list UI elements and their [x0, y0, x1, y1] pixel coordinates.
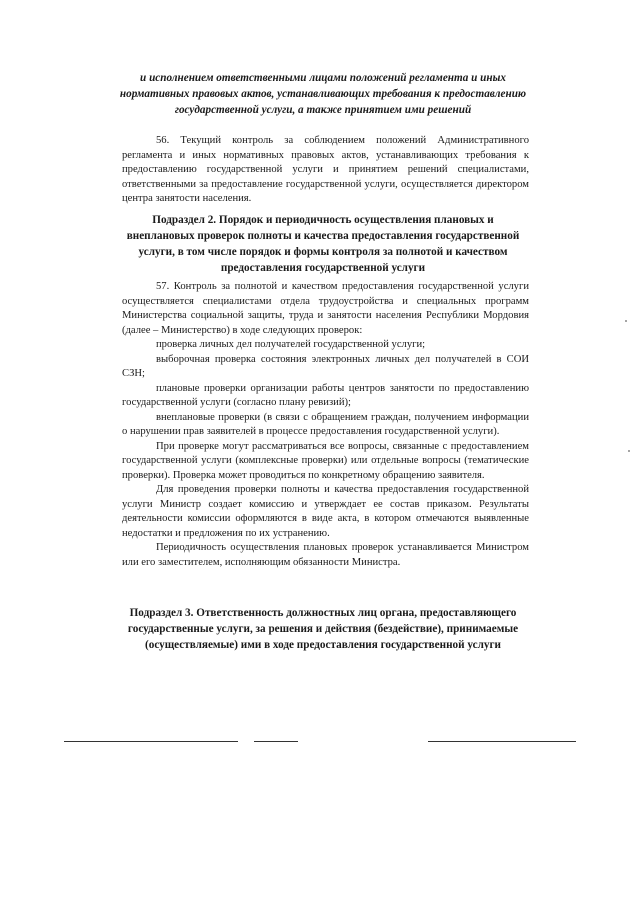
section-57-intro: 57. Контроль за полнотой и качеством предоставления государственной услуги осуществляется специалистами отдела трудоустройства и специальных программ Министерства социальной защиты, труда и занятости населения Республики Мордовия (далее – Министерство) в ходе следующих проверок:	[122, 281, 529, 336]
section-57-item-2: выборочная проверка состояния электронных личных дел получателей в СОИ СЗН;	[122, 353, 529, 379]
scan-speck	[625, 320, 627, 322]
heading-top: и исполнением ответственными лицами положений регламента и иных нормативных правовых актов, устанавливающих требования к предоставлению государственной услуги, а также принятием ими решений	[119, 72, 527, 116]
footer-rule-middle	[254, 741, 298, 742]
section-56	[122, 134, 529, 207]
subsection-3-title: Подраздел 3. Ответственность должностных лиц органа, предоставляющего государственные услуги, за решения и действия (бездействие), принимаемые (осуществляемые) ими в ходе предоставления государственной услуги	[127, 607, 519, 651]
section-57-commission: Для проведения проверки полноты и качества предоставления государственной услуги Министр создает комиссию и утверждает ее состав приказом. Результаты деятельности комиссии оформляются в виде акта, в котором отмечаются выявленные недостатки и предложения по их устранению.	[122, 484, 529, 539]
footer-rule-left	[64, 741, 238, 742]
section-57-scope: При проверке могут рассматриваться все вопросы, связанные с предоставлением государственной услуги (комплексные проверки) или отдельные вопросы (тематические проверки). Проверка может проводиться по конкретному обращению заявителя.	[122, 440, 529, 481]
subsection-2-title: Подраздел 2. Порядок и периодичность осуществления плановых и внеплановых проверок полноты и качества предоставления государственной услуги, в том числе порядок и формы контроля за полнотой и качеством предоставления государственной услуги	[126, 214, 520, 274]
section-56-text: 56. Текущий контроль за соблюдением положений Административного регламента и иных нормативных правовых актов, устанавливающих требования к предоставлению государственной услуги и принятием решений специалистами, ответственными за предоставление государственной услуги, осуществляется директором центра занятости населения.	[122, 135, 529, 204]
section-57-periodicity: Периодичность осуществления плановых проверок устанавливается Министром или его заместителем, исполняющим обязанности Министра.	[122, 542, 529, 568]
section-57	[122, 280, 529, 570]
section-57-item-4: внеплановые проверки (в связи с обращением граждан, получением информации о нарушении прав заявителей в процессе предоставления государственной услуги).	[122, 411, 529, 437]
footer-rule-right	[428, 741, 576, 742]
section-57-item-3: плановые проверки организации работы центров занятости по предоставлению государственной услуги (согласно плану ревизий);	[122, 382, 529, 408]
section-57-item-1: проверка личных дел получателей государственной услуги;	[156, 339, 426, 350]
scan-speck	[628, 450, 630, 452]
